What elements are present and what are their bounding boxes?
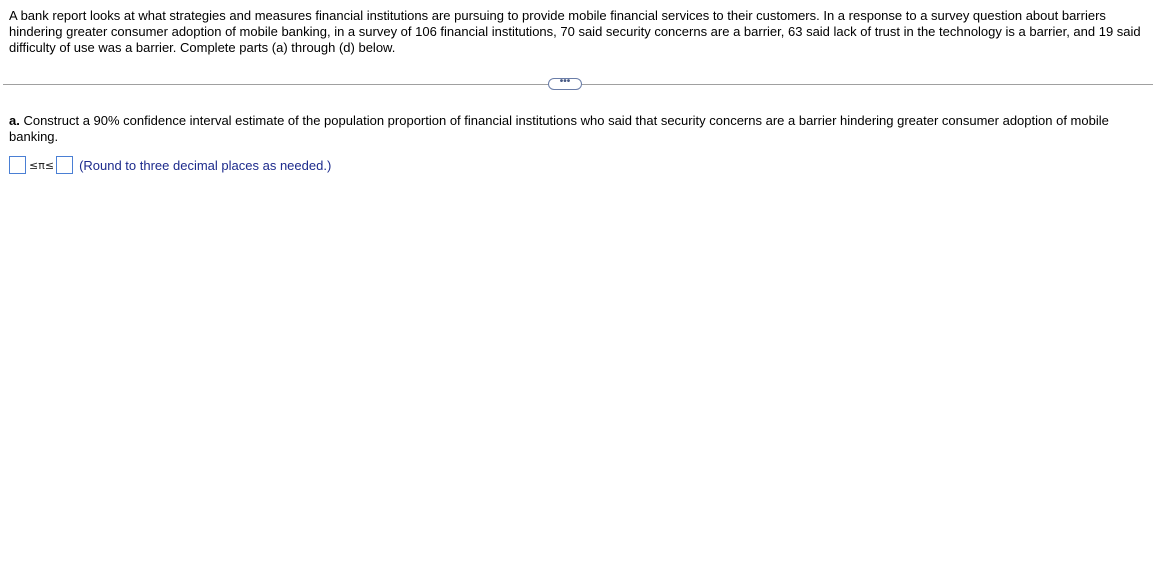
part-a-label: a.	[9, 113, 20, 128]
expand-more-button[interactable]	[548, 78, 582, 90]
lower-bound-input[interactable]	[9, 156, 26, 174]
problem-stem: A bank report looks at what strategies and measures financial institutions are pursuing to provide mobile financial services to their customers. In a response to a survey question about barriers hindering greater consumer adoption of mobile banking, in a survey of 106 financial institutions, 70 said security concerns are a barrier, 63 said lack of trust in the technology is a barrier, and 19 said difficulty of use was a barrier. Complete parts (a) through (d) below.	[9, 8, 1141, 55]
part-a-text: Construct a 90% confidence interval estimate of the population proportion of financial institutions who said that security concerns are a barrier hindering greater consumer adoption of mobile banking.	[9, 113, 1109, 144]
answer-row	[9, 155, 331, 175]
part-a-question	[9, 113, 1129, 145]
upper-bound-input[interactable]	[56, 156, 73, 174]
rounding-hint: (Round to three decimal places as needed.)	[79, 157, 332, 173]
ellipsis-icon: •••	[559, 76, 571, 87]
inequality-symbol: ≤π≤	[29, 158, 55, 172]
section-divider	[3, 78, 1153, 90]
